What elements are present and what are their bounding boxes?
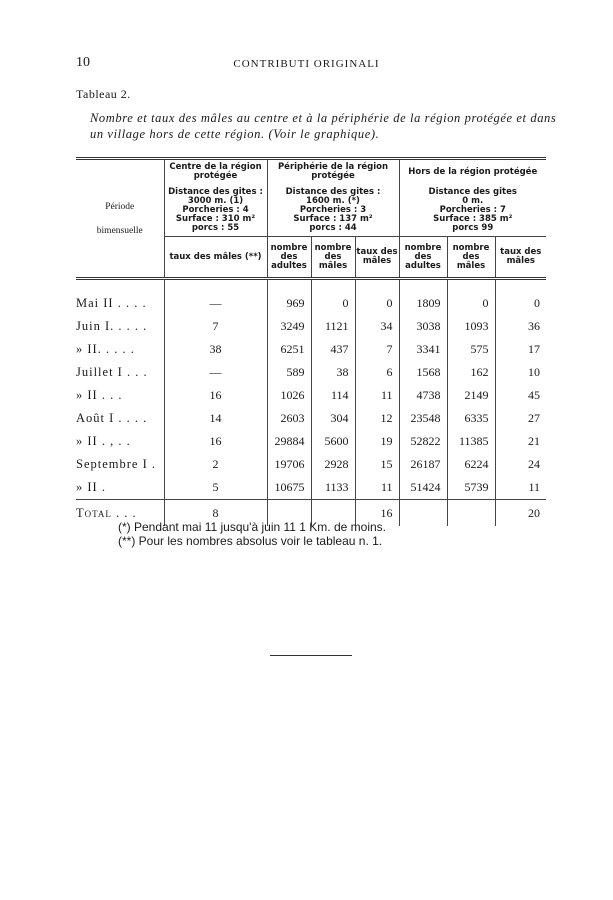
cell-period: » II . . .	[76, 388, 123, 402]
group-header-peripherie: Périphérie de la région protégée	[267, 159, 399, 185]
cell-p-adultes: 589	[267, 361, 311, 384]
total-h-taux: 20	[495, 500, 546, 527]
period-header: Période bimensuelle	[96, 201, 143, 236]
cell-p-adultes: 1026	[267, 384, 311, 407]
cell-c-taux: 38	[164, 338, 267, 361]
footnote-2: (**) Pour les nombres absolus voir le tableau n. 1.	[118, 534, 383, 548]
cell-p-adultes: 29884	[267, 430, 311, 453]
table-row	[76, 407, 546, 430]
group-info-peripherie: Distance des gites : 1600 m. (*) Porcheries : 3 Surface : 137 m² porcs : 44	[267, 184, 399, 237]
cell-c-taux: 7	[164, 315, 267, 338]
cell-p-males: 2928	[311, 453, 355, 476]
cell-h-adultes: 51424	[399, 476, 447, 500]
table-caption: Nombre et taux des mâles au centre et à la périphérie de la région protégée et dans un village hors de cette région. (Voir le graphique).	[90, 111, 557, 141]
cell-h-adultes: 3341	[399, 338, 447, 361]
group-info-hors: Distance des gites 0 m. Porcheries : 7 Surface : 385 m² porcs 99	[399, 184, 546, 237]
cell-c-taux: 16	[164, 384, 267, 407]
cell-p-adultes: 10675	[267, 476, 311, 500]
cell-h-males: 5739	[447, 476, 495, 500]
cell-period: Juillet I . . .	[76, 365, 148, 379]
cell-p-taux: 7	[355, 338, 399, 361]
subheader-p-males: nombre des mâles	[311, 237, 355, 279]
cell-h-taux: 45	[495, 384, 546, 407]
subheader-h-males: nombre des mâles	[447, 237, 495, 279]
total-centre-taux: 8	[164, 500, 267, 527]
cell-p-taux: 19	[355, 430, 399, 453]
table-row	[76, 361, 546, 384]
group-header-centre: Centre de la région protégée	[164, 159, 267, 185]
subheader-centre-taux: taux des mâles (**)	[164, 237, 267, 279]
cell-h-taux: 27	[495, 407, 546, 430]
cell-p-taux: 11	[355, 384, 399, 407]
cell-period: » II . , . .	[76, 434, 131, 448]
cell-p-males: 5600	[311, 430, 355, 453]
cell-h-adultes: 3038	[399, 315, 447, 338]
cell-p-males: 437	[311, 338, 355, 361]
cell-h-taux: 21	[495, 430, 546, 453]
cell-h-taux: 0	[495, 292, 546, 315]
data-table	[76, 157, 546, 526]
subheader-h-adultes: nombre des adultes	[399, 237, 447, 279]
table-row	[76, 430, 546, 453]
table-row	[76, 476, 546, 500]
cell-h-males: 162	[447, 361, 495, 384]
cell-h-adultes: 1568	[399, 361, 447, 384]
total-label: Total . . .	[76, 500, 164, 527]
cell-h-males: 0	[447, 292, 495, 315]
cell-p-males: 114	[311, 384, 355, 407]
cell-p-taux: 11	[355, 476, 399, 500]
cell-h-taux: 17	[495, 338, 546, 361]
page-number: 10	[76, 55, 90, 70]
table-row	[76, 338, 546, 361]
cell-p-males: 304	[311, 407, 355, 430]
cell-p-taux: 6	[355, 361, 399, 384]
cell-period: Mai II . . . .	[76, 296, 147, 310]
cell-p-adultes: 969	[267, 292, 311, 315]
cell-h-adultes: 23548	[399, 407, 447, 430]
cell-p-taux: 34	[355, 315, 399, 338]
cell-period: Septembre I .	[76, 457, 156, 471]
cell-h-taux: 11	[495, 476, 546, 500]
cell-p-adultes: 3249	[267, 315, 311, 338]
cell-p-taux: 0	[355, 292, 399, 315]
cell-p-males: 1121	[311, 315, 355, 338]
cell-p-taux: 12	[355, 407, 399, 430]
subheader-p-adultes: nombre des adultes	[267, 237, 311, 279]
cell-p-adultes: 6251	[267, 338, 311, 361]
group-info-centre: Distance des gites : 3000 m. (1) Porcheries : 4 Surface : 310 m² porcs : 55	[164, 184, 267, 237]
cell-h-adultes: 1809	[399, 292, 447, 315]
footnote-1: (*) Pendant mai 11 jusqu'à juin 11 1 Km. de moins.	[118, 520, 386, 534]
cell-p-taux: 15	[355, 453, 399, 476]
cell-period: Août I . . . .	[76, 411, 148, 425]
cell-p-adultes: 19706	[267, 453, 311, 476]
cell-period: » II. . . . .	[76, 342, 135, 356]
cell-c-taux: 16	[164, 430, 267, 453]
cell-c-taux: 2	[164, 453, 267, 476]
cell-p-males: 1133	[311, 476, 355, 500]
footnotes	[118, 520, 386, 548]
subheader-h-taux: taux des mâles	[495, 237, 546, 279]
cell-p-males: 38	[311, 361, 355, 384]
table-row	[76, 315, 546, 338]
cell-h-males: 6224	[447, 453, 495, 476]
cell-c-taux: —	[164, 361, 267, 384]
total-p-taux: 16	[355, 500, 399, 527]
cell-period: » II .	[76, 480, 106, 494]
end-rule	[270, 655, 352, 656]
cell-h-males: 575	[447, 338, 495, 361]
cell-h-adultes: 4738	[399, 384, 447, 407]
table-row	[76, 453, 546, 476]
cell-h-males: 1093	[447, 315, 495, 338]
cell-p-adultes: 2603	[267, 407, 311, 430]
cell-h-taux: 24	[495, 453, 546, 476]
cell-c-taux: 5	[164, 476, 267, 500]
running-head: CONTRIBUTI ORIGINALI	[233, 58, 380, 70]
cell-h-males: 2149	[447, 384, 495, 407]
cell-c-taux: 14	[164, 407, 267, 430]
group-header-hors: Hors de la région protégée	[399, 159, 546, 185]
table-row	[76, 384, 546, 407]
cell-c-taux: —	[164, 292, 267, 315]
cell-h-taux: 10	[495, 361, 546, 384]
cell-p-males: 0	[311, 292, 355, 315]
cell-h-adultes: 52822	[399, 430, 447, 453]
subheader-p-taux: taux des mâles	[355, 237, 399, 279]
cell-h-adultes: 26187	[399, 453, 447, 476]
table-row	[76, 292, 546, 315]
cell-h-males: 11385	[447, 430, 495, 453]
cell-h-males: 6335	[447, 407, 495, 430]
cell-h-taux: 36	[495, 315, 546, 338]
table-label: Tableau 2.	[76, 87, 131, 101]
cell-period: Juin I. . . . .	[76, 319, 148, 333]
